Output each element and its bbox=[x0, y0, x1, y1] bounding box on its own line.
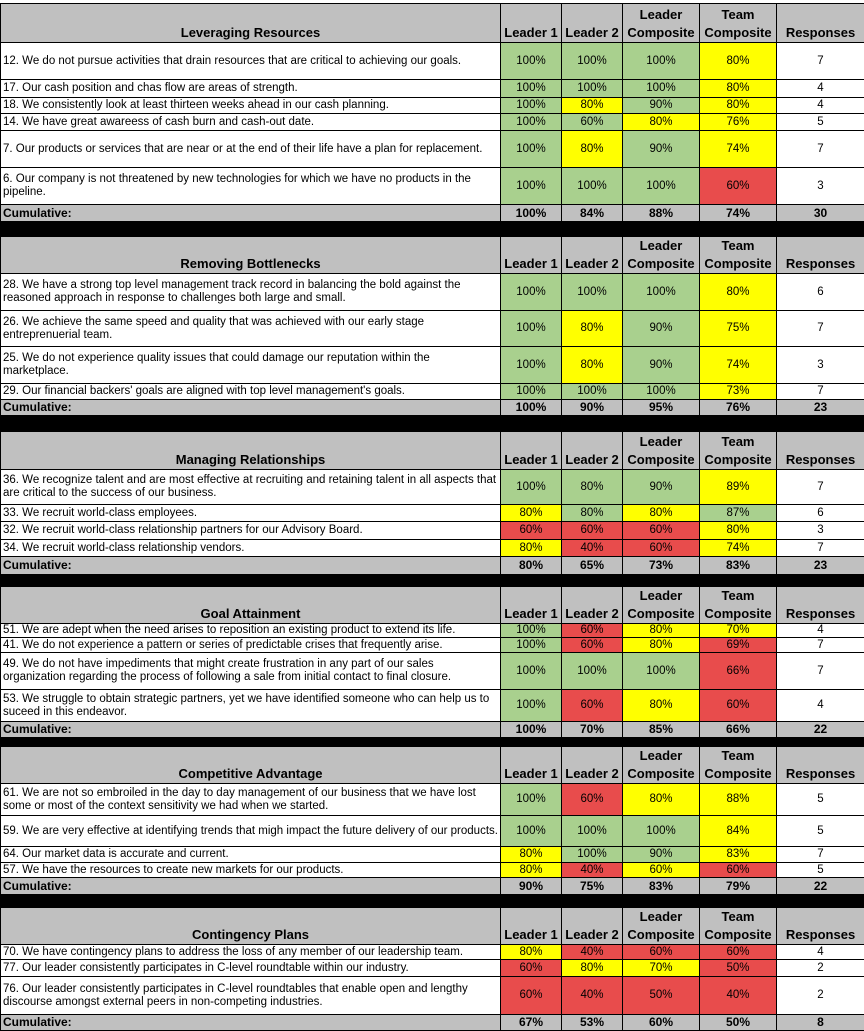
section-header-row bbox=[1, 4, 864, 43]
statement-row bbox=[1, 43, 864, 80]
statement-text: 36. We recognize talent and are most effective at recruiting and retaining talent in all aspects that are critical to the success of our business. bbox=[1, 470, 501, 505]
responses-count: 7 bbox=[777, 653, 864, 690]
cumulative-leader-composite: 73% bbox=[623, 557, 700, 575]
statement-text: 6. Our company is not threatened by new technologies for which we have no products in the pipeline. bbox=[1, 168, 501, 205]
team-composite-score: 83% bbox=[700, 847, 777, 863]
leader-2-header: Leader 2 bbox=[562, 4, 623, 43]
section-table bbox=[0, 236, 864, 416]
cumulative-leader-1: 100% bbox=[501, 722, 562, 738]
leader-composite-score: 70% bbox=[623, 960, 700, 977]
leader-1-header: Leader 1 bbox=[501, 747, 562, 784]
team-composite-score: 60% bbox=[700, 863, 777, 878]
leader-2-score: 100% bbox=[562, 653, 623, 690]
statement-row bbox=[1, 98, 864, 114]
responses-count: 4 bbox=[777, 98, 864, 114]
leader-1-score: 100% bbox=[501, 624, 562, 638]
statement-row bbox=[1, 624, 864, 638]
leader-2-score: 60% bbox=[562, 690, 623, 722]
responses-count: 6 bbox=[777, 274, 864, 311]
statement-row bbox=[1, 384, 864, 400]
leader-1-score: 80% bbox=[501, 863, 562, 878]
cumulative-row bbox=[1, 1015, 864, 1031]
leader-2-score: 80% bbox=[562, 131, 623, 168]
leader-1-score: 60% bbox=[501, 522, 562, 540]
statement-text: 28. We have a strong top level management track record in balancing the bold against the reasoned approach in response to challenges both large and small. bbox=[1, 274, 501, 311]
leader-composite-score: 100% bbox=[623, 274, 700, 311]
cumulative-leader-2: 84% bbox=[562, 205, 623, 222]
leader-1-score: 100% bbox=[501, 98, 562, 114]
team-composite-score: 76% bbox=[700, 114, 777, 131]
leader-1-score: 100% bbox=[501, 168, 562, 205]
cumulative-responses: 22 bbox=[777, 722, 864, 738]
cumulative-leader-2: 53% bbox=[562, 1015, 623, 1031]
responses-count: 7 bbox=[777, 311, 864, 347]
leader-2-score: 100% bbox=[562, 384, 623, 400]
leader-composite-header: Leader Composite bbox=[623, 432, 700, 470]
leader-1-score: 80% bbox=[501, 945, 562, 960]
responses-count: 5 bbox=[777, 784, 864, 816]
statement-row bbox=[1, 784, 864, 816]
statement-row bbox=[1, 470, 864, 505]
cumulative-leader-1: 80% bbox=[501, 557, 562, 575]
statement-text: 33. We recruit world-class employees. bbox=[1, 505, 501, 522]
statement-row bbox=[1, 863, 864, 878]
statement-row bbox=[1, 80, 864, 98]
section-table bbox=[0, 907, 864, 1031]
leader-2-header: Leader 2 bbox=[562, 747, 623, 784]
statement-text: 76. Our leader consistently participates in C-level roundtables that enable open and lengthy discourse amongst external peers in non-competing industries. bbox=[1, 977, 501, 1015]
leader-2-score: 100% bbox=[562, 168, 623, 205]
leader-1-score: 100% bbox=[501, 43, 562, 80]
statement-text: 17. Our cash position and chas flow are areas of strength. bbox=[1, 80, 501, 98]
responses-header: Responses bbox=[777, 908, 864, 945]
leader-composite-score: 90% bbox=[623, 98, 700, 114]
cumulative-label: Cumulative: bbox=[1, 400, 501, 416]
leader-1-score: 100% bbox=[501, 347, 562, 384]
responses-count: 5 bbox=[777, 863, 864, 878]
leader-composite-score: 90% bbox=[623, 847, 700, 863]
statement-row bbox=[1, 945, 864, 960]
team-composite-header: Team Composite bbox=[700, 747, 777, 784]
team-composite-score: 80% bbox=[700, 80, 777, 98]
cumulative-team-composite: 76% bbox=[700, 400, 777, 416]
responses-count: 7 bbox=[777, 847, 864, 863]
leader-composite-score: 80% bbox=[623, 690, 700, 722]
cumulative-responses: 30 bbox=[777, 205, 864, 222]
statement-row bbox=[1, 816, 864, 847]
statement-row bbox=[1, 114, 864, 131]
cumulative-leader-composite: 60% bbox=[623, 1015, 700, 1031]
statement-text: 41. We do not experience a pattern or series of predictable crises that frequently arise. bbox=[1, 638, 501, 653]
leader-1-score: 60% bbox=[501, 960, 562, 977]
team-composite-score: 40% bbox=[700, 977, 777, 1015]
cumulative-leader-1: 90% bbox=[501, 878, 562, 895]
statement-text: 51. We are adept when the need arises to reposition an existing product to extend its life. bbox=[1, 624, 501, 638]
leader-composite-header: Leader Composite bbox=[623, 908, 700, 945]
responses-count: 3 bbox=[777, 347, 864, 384]
leader-composite-score: 100% bbox=[623, 653, 700, 690]
leader-composite-score: 90% bbox=[623, 311, 700, 347]
leader-1-score: 100% bbox=[501, 638, 562, 653]
leader-2-header: Leader 2 bbox=[562, 908, 623, 945]
team-composite-score: 69% bbox=[700, 638, 777, 653]
cumulative-leader-2: 70% bbox=[562, 722, 623, 738]
cumulative-leader-2: 75% bbox=[562, 878, 623, 895]
cumulative-leader-1: 67% bbox=[501, 1015, 562, 1031]
leader-1-score: 100% bbox=[501, 470, 562, 505]
leader-1-score: 80% bbox=[501, 540, 562, 557]
leader-1-score: 80% bbox=[501, 505, 562, 522]
responses-count: 5 bbox=[777, 816, 864, 847]
leader-composite-score: 100% bbox=[623, 816, 700, 847]
cumulative-team-composite: 74% bbox=[700, 205, 777, 222]
responses-count: 4 bbox=[777, 624, 864, 638]
team-composite-header: Team Composite bbox=[700, 587, 777, 624]
section-title: Contingency Plans bbox=[1, 908, 501, 945]
team-composite-score: 89% bbox=[700, 470, 777, 505]
section-divider bbox=[0, 416, 864, 431]
cumulative-leader-composite: 88% bbox=[623, 205, 700, 222]
leader-2-score: 80% bbox=[562, 98, 623, 114]
responses-header: Responses bbox=[777, 237, 864, 274]
section-header-row bbox=[1, 908, 864, 945]
cumulative-label: Cumulative: bbox=[1, 878, 501, 895]
leader-composite-score: 100% bbox=[623, 80, 700, 98]
section-header-row bbox=[1, 747, 864, 784]
responses-count: 4 bbox=[777, 945, 864, 960]
leader-composite-header: Leader Composite bbox=[623, 587, 700, 624]
responses-header: Responses bbox=[777, 747, 864, 784]
team-composite-score: 87% bbox=[700, 505, 777, 522]
statement-row bbox=[1, 311, 864, 347]
leader-1-score: 100% bbox=[501, 384, 562, 400]
section-title: Competitive Advantage bbox=[1, 747, 501, 784]
cumulative-row bbox=[1, 205, 864, 222]
responses-count: 7 bbox=[777, 131, 864, 168]
leader-1-header: Leader 1 bbox=[501, 432, 562, 470]
leader-1-score: 100% bbox=[501, 80, 562, 98]
statement-text: 61. We are not so embroiled in the day to day management of our business that we have lost some or most of the context sensitivity we had when we started. bbox=[1, 784, 501, 816]
team-composite-score: 84% bbox=[700, 816, 777, 847]
responses-count: 7 bbox=[777, 43, 864, 80]
leader-1-score: 100% bbox=[501, 690, 562, 722]
team-composite-score: 73% bbox=[700, 384, 777, 400]
leader-2-score: 60% bbox=[562, 638, 623, 653]
leader-composite-score: 80% bbox=[623, 638, 700, 653]
leader-1-header: Leader 1 bbox=[501, 587, 562, 624]
statement-row bbox=[1, 638, 864, 653]
team-composite-score: 66% bbox=[700, 653, 777, 690]
statement-text: 70. We have contingency plans to address the loss of any member of our leadership team. bbox=[1, 945, 501, 960]
leader-2-score: 100% bbox=[562, 43, 623, 80]
team-composite-score: 50% bbox=[700, 960, 777, 977]
section-title: Removing Bottlenecks bbox=[1, 237, 501, 274]
cumulative-responses: 8 bbox=[777, 1015, 864, 1031]
leader-2-score: 80% bbox=[562, 311, 623, 347]
cumulative-leader-2: 90% bbox=[562, 400, 623, 416]
team-composite-header: Team Composite bbox=[700, 4, 777, 43]
leader-2-score: 60% bbox=[562, 784, 623, 816]
section-table bbox=[0, 431, 864, 575]
responses-count: 7 bbox=[777, 470, 864, 505]
team-composite-score: 74% bbox=[700, 347, 777, 384]
leader-2-header: Leader 2 bbox=[562, 587, 623, 624]
leader-1-score: 100% bbox=[501, 311, 562, 347]
statement-text: 12. We do not pursue activities that drain resources that are critical to achieving our goals. bbox=[1, 43, 501, 80]
responses-count: 3 bbox=[777, 522, 864, 540]
responses-count: 4 bbox=[777, 80, 864, 98]
leader-composite-score: 80% bbox=[623, 624, 700, 638]
cumulative-label: Cumulative: bbox=[1, 1015, 501, 1031]
responses-count: 3 bbox=[777, 168, 864, 205]
leader-2-score: 60% bbox=[562, 522, 623, 540]
leader-composite-score: 90% bbox=[623, 131, 700, 168]
team-composite-score: 88% bbox=[700, 784, 777, 816]
section-table bbox=[0, 586, 864, 738]
cumulative-team-composite: 83% bbox=[700, 557, 777, 575]
cumulative-leader-composite: 83% bbox=[623, 878, 700, 895]
responses-count: 7 bbox=[777, 540, 864, 557]
leader-composite-score: 100% bbox=[623, 168, 700, 205]
leader-2-header: Leader 2 bbox=[562, 237, 623, 274]
leader-composite-score: 60% bbox=[623, 522, 700, 540]
cumulative-row bbox=[1, 722, 864, 738]
leader-1-score: 100% bbox=[501, 816, 562, 847]
section-title: Leveraging Resources bbox=[1, 4, 501, 43]
statement-row bbox=[1, 168, 864, 205]
cumulative-responses: 22 bbox=[777, 878, 864, 895]
cumulative-label: Cumulative: bbox=[1, 557, 501, 575]
statement-text: 49. We do not have impediments that might create frustration in any part of our sales organization regarding the process of following a sale from initial contact to final closure. bbox=[1, 653, 501, 690]
statement-text: 77. Our leader consistently participates in C-level roundtable within our industry. bbox=[1, 960, 501, 977]
leader-composite-score: 100% bbox=[623, 384, 700, 400]
leader-2-score: 40% bbox=[562, 863, 623, 878]
statement-text: 64. Our market data is accurate and current. bbox=[1, 847, 501, 863]
team-composite-score: 70% bbox=[700, 624, 777, 638]
statement-row bbox=[1, 505, 864, 522]
responses-count: 5 bbox=[777, 114, 864, 131]
statement-text: 18. We consistently look at least thirteen weeks ahead in our cash planning. bbox=[1, 98, 501, 114]
statement-row bbox=[1, 960, 864, 977]
cumulative-leader-composite: 95% bbox=[623, 400, 700, 416]
cumulative-label: Cumulative: bbox=[1, 205, 501, 222]
statement-row bbox=[1, 540, 864, 557]
responses-header: Responses bbox=[777, 4, 864, 43]
statement-text: 57. We have the resources to create new markets for our products. bbox=[1, 863, 501, 878]
statement-text: 32. We recruit world-class relationship partners for our Advisory Board. bbox=[1, 522, 501, 540]
section-table bbox=[0, 3, 864, 222]
leader-composite-score: 50% bbox=[623, 977, 700, 1015]
statement-row bbox=[1, 977, 864, 1015]
leader-composite-header: Leader Composite bbox=[623, 4, 700, 43]
section-header-row bbox=[1, 587, 864, 624]
statement-text: 59. We are very effective at identifying trends that migh impact the future delivery of our products. bbox=[1, 816, 501, 847]
responses-count: 2 bbox=[777, 977, 864, 1015]
cumulative-team-composite: 79% bbox=[700, 878, 777, 895]
team-composite-score: 80% bbox=[700, 98, 777, 114]
leader-2-score: 40% bbox=[562, 945, 623, 960]
leader-2-score: 80% bbox=[562, 470, 623, 505]
statement-text: 29. Our financial backers' goals are aligned with top level management's goals. bbox=[1, 384, 501, 400]
responses-header: Responses bbox=[777, 587, 864, 624]
leader-2-score: 80% bbox=[562, 960, 623, 977]
leader-2-score: 80% bbox=[562, 505, 623, 522]
team-composite-header: Team Composite bbox=[700, 432, 777, 470]
cumulative-row bbox=[1, 557, 864, 575]
cumulative-leader-2: 65% bbox=[562, 557, 623, 575]
responses-header: Responses bbox=[777, 432, 864, 470]
leader-composite-score: 60% bbox=[623, 945, 700, 960]
leader-composite-score: 60% bbox=[623, 540, 700, 557]
cumulative-responses: 23 bbox=[777, 400, 864, 416]
section-title: Managing Relationships bbox=[1, 432, 501, 470]
responses-count: 4 bbox=[777, 690, 864, 722]
team-composite-score: 74% bbox=[700, 540, 777, 557]
leader-1-score: 100% bbox=[501, 131, 562, 168]
statement-row bbox=[1, 131, 864, 168]
team-composite-score: 75% bbox=[700, 311, 777, 347]
team-composite-score: 80% bbox=[700, 43, 777, 80]
cumulative-leader-1: 100% bbox=[501, 400, 562, 416]
leader-composite-score: 90% bbox=[623, 470, 700, 505]
section-title: Goal Attainment bbox=[1, 587, 501, 624]
cumulative-row bbox=[1, 400, 864, 416]
leader-composite-score: 100% bbox=[623, 43, 700, 80]
statement-row bbox=[1, 690, 864, 722]
statement-text: 25. We do not experience quality issues that could damage our reputation within the marketplace. bbox=[1, 347, 501, 384]
leader-2-header: Leader 2 bbox=[562, 432, 623, 470]
statement-row bbox=[1, 347, 864, 384]
cumulative-responses: 23 bbox=[777, 557, 864, 575]
leader-1-score: 100% bbox=[501, 274, 562, 311]
statement-row bbox=[1, 274, 864, 311]
team-composite-score: 74% bbox=[700, 131, 777, 168]
leader-1-header: Leader 1 bbox=[501, 908, 562, 945]
responses-count: 7 bbox=[777, 638, 864, 653]
leader-1-score: 100% bbox=[501, 114, 562, 131]
leader-composite-score: 90% bbox=[623, 347, 700, 384]
team-composite-score: 60% bbox=[700, 168, 777, 205]
leader-2-score: 80% bbox=[562, 347, 623, 384]
cumulative-row bbox=[1, 878, 864, 895]
team-composite-header: Team Composite bbox=[700, 908, 777, 945]
leader-2-score: 100% bbox=[562, 816, 623, 847]
leader-2-score: 40% bbox=[562, 977, 623, 1015]
team-composite-score: 60% bbox=[700, 945, 777, 960]
leader-1-score: 80% bbox=[501, 847, 562, 863]
statement-row bbox=[1, 522, 864, 540]
team-composite-score: 80% bbox=[700, 274, 777, 311]
statement-text: 34. We recruit world-class relationship vendors. bbox=[1, 540, 501, 557]
leader-2-score: 40% bbox=[562, 540, 623, 557]
leader-1-score: 100% bbox=[501, 653, 562, 690]
leader-1-score: 60% bbox=[501, 977, 562, 1015]
responses-count: 7 bbox=[777, 384, 864, 400]
leader-composite-header: Leader Composite bbox=[623, 747, 700, 784]
section-header-row bbox=[1, 237, 864, 274]
cumulative-leader-composite: 85% bbox=[623, 722, 700, 738]
cumulative-team-composite: 66% bbox=[700, 722, 777, 738]
leader-1-header: Leader 1 bbox=[501, 4, 562, 43]
cumulative-team-composite: 50% bbox=[700, 1015, 777, 1031]
leader-1-header: Leader 1 bbox=[501, 237, 562, 274]
leader-composite-score: 80% bbox=[623, 505, 700, 522]
section-header-row bbox=[1, 432, 864, 470]
team-composite-score: 60% bbox=[700, 690, 777, 722]
cumulative-label: Cumulative: bbox=[1, 722, 501, 738]
leader-composite-score: 60% bbox=[623, 863, 700, 878]
leader-2-score: 100% bbox=[562, 274, 623, 311]
team-composite-header: Team Composite bbox=[700, 237, 777, 274]
leader-composite-score: 80% bbox=[623, 784, 700, 816]
leader-1-score: 100% bbox=[501, 784, 562, 816]
team-composite-score: 80% bbox=[700, 522, 777, 540]
statement-text: 53. We struggle to obtain strategic partners, yet we have identified someone who can help us to suceed in this endeavor. bbox=[1, 690, 501, 722]
statement-row bbox=[1, 847, 864, 863]
leader-2-score: 100% bbox=[562, 847, 623, 863]
section-table bbox=[0, 746, 864, 895]
leader-composite-header: Leader Composite bbox=[623, 237, 700, 274]
statement-text: 7. Our products or services that are near or at the end of their life have a plan for replacement. bbox=[1, 131, 501, 168]
statement-row bbox=[1, 653, 864, 690]
leader-2-score: 60% bbox=[562, 624, 623, 638]
statement-text: 14. We have great awareess of cash burn and cash-out date. bbox=[1, 114, 501, 131]
leader-composite-score: 80% bbox=[623, 114, 700, 131]
responses-count: 6 bbox=[777, 505, 864, 522]
leader-2-score: 60% bbox=[562, 114, 623, 131]
responses-count: 2 bbox=[777, 960, 864, 977]
leader-2-score: 100% bbox=[562, 80, 623, 98]
cumulative-leader-1: 100% bbox=[501, 205, 562, 222]
statement-text: 26. We achieve the same speed and quality that was achieved with our early stage entreprenuerial team. bbox=[1, 311, 501, 347]
